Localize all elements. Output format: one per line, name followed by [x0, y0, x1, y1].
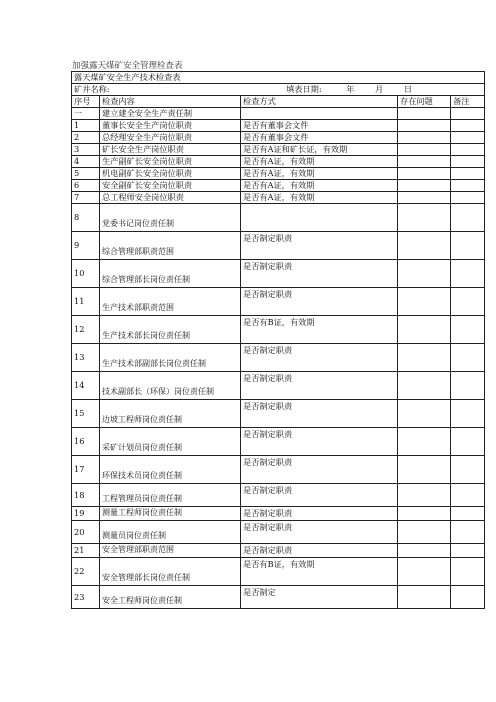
row-method [241, 108, 398, 120]
row-method: 是否制定职责 [241, 260, 398, 288]
row-problems-cell[interactable] [398, 344, 451, 372]
row-remarks-cell[interactable] [451, 507, 485, 521]
month-label: 月 [375, 84, 384, 94]
table-row [72, 260, 485, 288]
row-seq: 一 [72, 108, 100, 120]
row-seq: 14 [72, 372, 100, 400]
row-problems-cell[interactable] [398, 586, 451, 609]
row-problems-cell[interactable] [398, 372, 451, 400]
row-remarks-cell[interactable] [451, 316, 485, 344]
row-method [241, 204, 398, 232]
row-content: 董事长安全生产岗位职责 [100, 120, 241, 132]
row-method: 是否有B证，有效期 [241, 316, 398, 344]
row-seq: 2 [72, 132, 100, 144]
table-row [72, 428, 485, 456]
row-seq: 9 [72, 232, 100, 260]
table-row [72, 120, 485, 132]
row-content: 机电副矿长安全岗位职责 [100, 168, 241, 180]
table-row [72, 316, 485, 344]
row-seq: 22 [72, 558, 100, 586]
row-problems-cell[interactable] [398, 192, 451, 204]
row-problems-cell[interactable] [398, 544, 451, 558]
row-content: 生产技术部职责范围 [100, 288, 241, 316]
table-row [72, 144, 485, 156]
table-title: 露天煤矿安全生产技术检查表 [72, 72, 485, 84]
row-seq: 1 [72, 120, 100, 132]
row-method: 是否制定 [241, 586, 398, 609]
row-content: 总工程师安全岗位职责 [100, 192, 241, 204]
row-seq: 13 [72, 344, 100, 372]
row-seq: 7 [72, 192, 100, 204]
row-problems-cell[interactable] [398, 316, 451, 344]
row-method: 是否有董事会文件 [241, 132, 398, 144]
row-problems-cell[interactable] [398, 168, 451, 180]
row-seq: 3 [72, 144, 100, 156]
row-method: 是否有A证，有效期 [241, 168, 398, 180]
table-row [72, 344, 485, 372]
row-content: 环保技术员岗位责任制 [100, 456, 241, 484]
row-seq: 23 [72, 586, 100, 609]
table-row [72, 192, 485, 204]
row-seq: 6 [72, 180, 100, 192]
fill-date-label: 填表日期: [286, 84, 322, 94]
row-method: 是否制定职责 [241, 288, 398, 316]
table-row [72, 156, 485, 168]
row-problems-cell[interactable] [398, 132, 451, 144]
row-problems-cell[interactable] [398, 428, 451, 456]
row-remarks-cell[interactable] [451, 372, 485, 400]
document-title: 加强露天煤矿安全管理检查表 [72, 61, 183, 71]
header-remarks: 备注 [451, 96, 485, 108]
row-content: 技术副部长（环保）岗位责任制 [100, 372, 241, 400]
row-seq: 5 [72, 168, 100, 180]
row-remarks-cell[interactable] [451, 586, 485, 609]
row-content: 生产技术部长岗位责任制 [100, 316, 241, 344]
row-method: 是否制定职责 [241, 344, 398, 372]
row-seq: 11 [72, 288, 100, 316]
row-content: 党委书记岗位责任制 [100, 204, 241, 232]
table-row [72, 456, 485, 484]
table-row [72, 108, 485, 120]
table-row [72, 521, 485, 544]
row-remarks-cell[interactable] [451, 558, 485, 586]
table-title-row [72, 72, 485, 84]
row-content: 生产副矿长安全岗位职责 [100, 156, 241, 168]
row-problems-cell[interactable] [398, 521, 451, 544]
row-method: 是否有A证，有效期 [241, 156, 398, 168]
row-problems-cell[interactable] [398, 232, 451, 260]
row-content: 综合管理部职责范围 [100, 232, 241, 260]
row-problems-cell[interactable] [398, 204, 451, 232]
row-method: 是否制定职责 [241, 428, 398, 456]
mine-name-label: 矿井名称: [74, 84, 110, 94]
row-remarks-cell[interactable] [451, 544, 485, 558]
row-problems-cell[interactable] [398, 180, 451, 192]
inspection-table [71, 71, 485, 609]
row-problems-cell[interactable] [398, 484, 451, 507]
row-seq: 18 [72, 484, 100, 507]
row-content: 安全管理部长岗位责任制 [100, 558, 241, 586]
row-seq: 12 [72, 316, 100, 344]
row-method: 是否制定职责 [241, 521, 398, 544]
row-problems-cell[interactable] [398, 400, 451, 428]
table-row [72, 168, 485, 180]
row-content: 边坡工程师岗位责任制 [100, 400, 241, 428]
row-remarks-cell[interactable] [451, 180, 485, 192]
row-seq: 19 [72, 507, 100, 521]
row-problems-cell[interactable] [398, 456, 451, 484]
row-seq: 17 [72, 456, 100, 484]
row-problems-cell[interactable] [398, 120, 451, 132]
header-method: 检查方式 [241, 96, 398, 108]
row-problems-cell[interactable] [398, 507, 451, 521]
row-method: 是否制定职责 [241, 484, 398, 507]
header-content: 检查内容 [100, 96, 241, 108]
row-method: 是否有A证和矿长证，有效期 [241, 144, 398, 156]
row-seq: 8 [72, 204, 100, 232]
row-content: 总经理安全生产岗位职责 [100, 132, 241, 144]
row-method: 是否有董事会文件 [241, 120, 398, 132]
row-content: 安全副矿长安全岗位职责 [100, 180, 241, 192]
row-seq: 10 [72, 260, 100, 288]
row-method: 是否有A证，有效期 [241, 192, 398, 204]
row-method: 是否制定职责 [241, 507, 398, 521]
table-row [72, 372, 485, 400]
row-content: 安全管理部职责范围 [100, 544, 241, 558]
row-content: 工程管理员岗位责任制 [100, 484, 241, 507]
row-problems-cell[interactable] [398, 108, 451, 120]
row-remarks-cell[interactable] [451, 400, 485, 428]
row-seq: 4 [72, 156, 100, 168]
row-content: 采矿计划员岗位责任制 [100, 428, 241, 456]
row-remarks-cell[interactable] [451, 344, 485, 372]
row-content: 综合管理部长岗位责任制 [100, 260, 241, 288]
row-content: 测量工程师岗位责任制 [100, 507, 241, 521]
row-remarks-cell[interactable] [451, 521, 485, 544]
header-seq: 序号 [72, 96, 100, 108]
row-content: 测量员岗位责任制 [100, 521, 241, 544]
table-row [72, 180, 485, 192]
row-remarks-cell[interactable] [451, 156, 485, 168]
row-content: 建立建全安全生产责任制 [100, 108, 241, 120]
table-row [72, 586, 485, 609]
row-seq: 16 [72, 428, 100, 456]
row-remarks-cell[interactable] [451, 260, 485, 288]
row-remarks-cell[interactable] [451, 484, 485, 507]
table-row [72, 400, 485, 428]
row-remarks-cell[interactable] [451, 144, 485, 156]
row-problems-cell[interactable] [398, 260, 451, 288]
table-row [72, 558, 485, 586]
day-label: 日 [403, 84, 413, 94]
row-remarks-cell[interactable] [451, 108, 485, 120]
table-row [72, 132, 485, 144]
table-row [72, 507, 485, 521]
row-remarks-cell[interactable] [451, 120, 485, 132]
table-row [72, 204, 485, 232]
row-remarks-cell[interactable] [451, 232, 485, 260]
table-row [72, 288, 485, 316]
row-seq: 21 [72, 544, 100, 558]
row-content: 生产技术部副部长岗位责任制 [100, 344, 241, 372]
row-seq: 20 [72, 521, 100, 544]
row-method: 是否制定职责 [241, 400, 398, 428]
row-problems-cell[interactable] [398, 288, 451, 316]
column-header-row [72, 96, 485, 108]
mine-info-row [72, 84, 485, 96]
row-problems-cell[interactable] [398, 144, 451, 156]
row-remarks-cell[interactable] [451, 204, 485, 232]
header-problems: 存在问题 [398, 96, 451, 108]
row-content: 安全工程师岗位责任制 [100, 586, 241, 609]
row-method: 是否有B证，有效期 [241, 558, 398, 586]
table-row [72, 232, 485, 260]
row-problems-cell[interactable] [398, 558, 451, 586]
row-method: 是否制定职责 [241, 372, 398, 400]
row-problems-cell[interactable] [398, 156, 451, 168]
row-method: 是否制定职责 [241, 544, 398, 558]
row-seq: 15 [72, 400, 100, 428]
table-row [72, 544, 485, 558]
row-remarks-cell[interactable] [451, 192, 485, 204]
row-remarks-cell[interactable] [451, 428, 485, 456]
row-method: 是否制定职责 [241, 232, 398, 260]
table-body [72, 108, 485, 609]
row-remarks-cell[interactable] [451, 456, 485, 484]
row-remarks-cell[interactable] [451, 288, 485, 316]
row-method: 是否制定职责 [241, 456, 398, 484]
row-method: 是否有A证，有效期 [241, 180, 398, 192]
table-row [72, 484, 485, 507]
row-remarks-cell[interactable] [451, 132, 485, 144]
row-content: 矿长安全生产岗位职责 [100, 144, 241, 156]
year-label: 年 [346, 84, 355, 94]
row-remarks-cell[interactable] [451, 168, 485, 180]
